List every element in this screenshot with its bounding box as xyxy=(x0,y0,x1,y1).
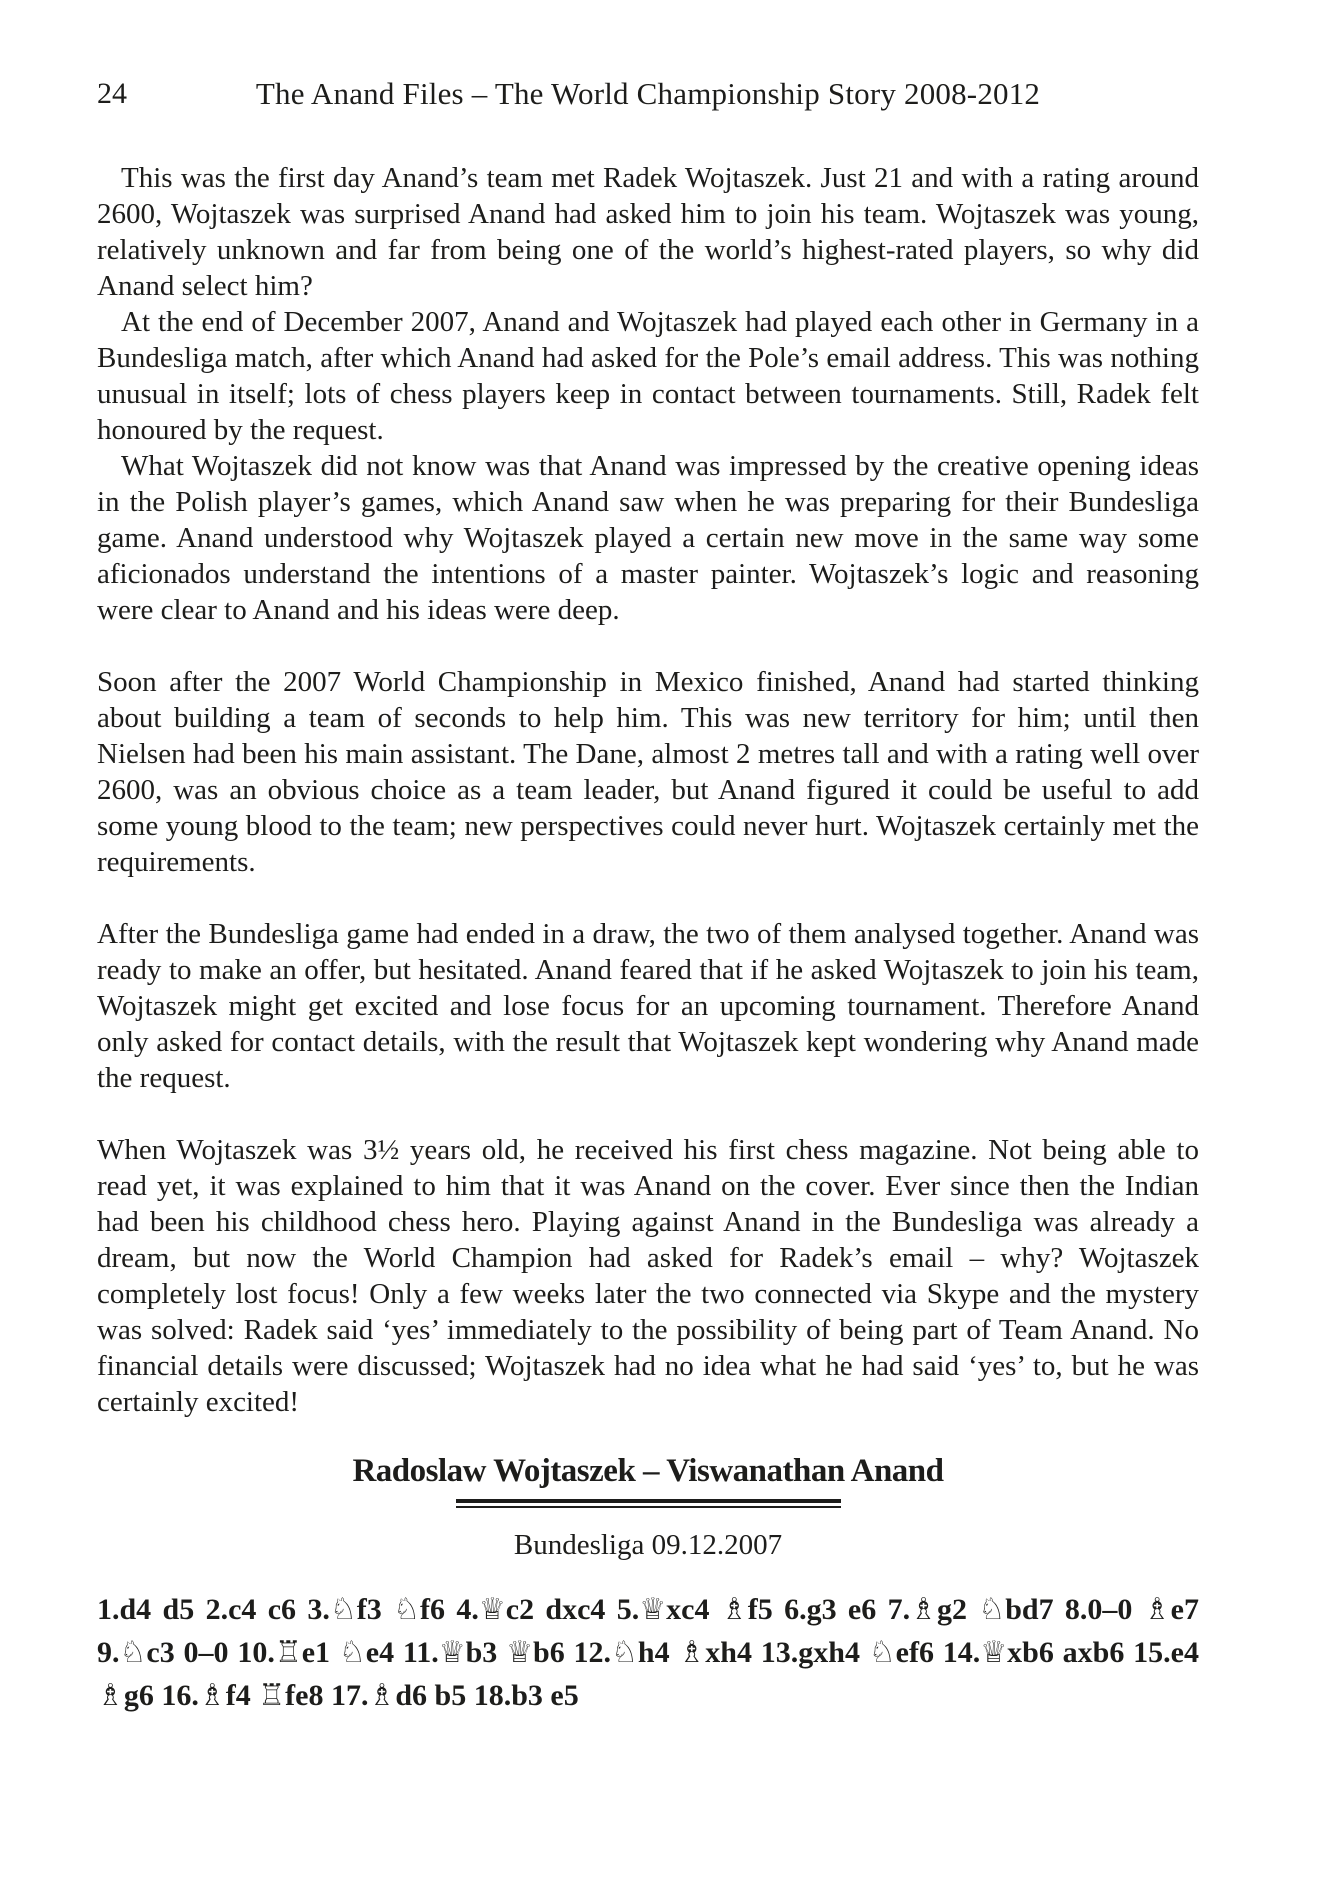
paragraph: What Wojtaszek did not know was that Anand was impressed by the creative opening ideas in the Polish player’s games, which Anand saw when he was preparing for their Bundesliga game. Anand understood why Wojtaszek played a certain new move in the same way some aficionados understand the intentions of a master painter. Wojtaszek’s logic and reasoning were clear to Anand and his ideas were deep. xyxy=(97,450,1199,626)
paragraph: When Wojtaszek was 3½ years old, he received his first chess magazine. Not being able to read yet, it was explained to him that it was Anand on the cover. Ever since then the Indian had been his childhood chess hero. Playing against Anand in the Bundesliga was already a dream, but now the World Champion had asked for Radek’s email – why? Wojtaszek completely lost focus! Only a few weeks later the two connected via Skype and the mystery was solved: Radek said ‘yes’ immediately to the possibility of being part of Team Anand. No financial details were discussed; Wojtaszek had no idea what he had said ‘yes’ to, but he was certainly excited! xyxy=(97,1134,1199,1418)
game-heading: Radoslaw Wojtaszek – Viswanathan Anand xyxy=(352,1453,944,1489)
game-event: Bundesliga 09.12.2007 xyxy=(513,1529,783,1561)
page-number: 24 xyxy=(97,77,127,110)
heading-double-rule-lower xyxy=(456,1506,841,1508)
page-header xyxy=(97,76,1199,114)
paragraph: After the Bundesliga game had ended in a draw, the two of them analysed together. Anand was ready to make an offer, but hesitated. Anand feared that if he asked Wojtaszek to join his team, Wojtaszek might get excited and lose focus for an upcoming tournament. Therefore Anand only asked for contact details, with the result that Wojtaszek kept wondering why Anand made the request. xyxy=(97,918,1199,1094)
chess-moves: 1.d4 d5 2.c4 c6 3.♘f3 ♘f6 4.♕c2 dxc4 5.♕xc4 ♗f5 6.g3 e6 7.♗g2 ♘bd7 8.0–0 ♗e7 9.♘c3 0–0 10.♖e1 ♘e4 11.♕b3 ♕b6 12.♘h4 ♗xh4 13.gxh4 ♘ef6 14.♕xb6 axb6 15.e4 ♗g6 16.♗f4 ♖fe8 17.♗d6 b5 18.b3 e5 xyxy=(97,1593,1199,1712)
paragraph: This was the first day Anand’s team met Radek Wojtaszek. Just 21 and with a rating around 2600, Wojtaszek was surprised Anand had asked him to join his team. Wojtaszek was young, relatively unknown and far from being one of the world’s highest-rated players, so why did Anand select him? xyxy=(97,162,1199,302)
paragraph: Soon after the 2007 World Championship in Mexico finished, Anand had started thinking about building a team of seconds to help him. This was new territory for him; until then Nielsen had been his main assistant. The Dane, almost 2 metres tall and with a rating well over 2600, was an obvious choice as a team leader, but Anand figured it could be useful to add some young blood to the team; new perspectives could never hurt. Wojtaszek certainly met the requirements. xyxy=(97,666,1199,878)
heading-double-rule xyxy=(456,1499,841,1508)
text-block xyxy=(97,0,1199,1717)
body-text xyxy=(97,160,1199,1420)
paragraph: At the end of December 2007, Anand and Wojtaszek had played each other in Germany in a Bundesliga match, after which Anand had asked for the Pole’s email address. This was nothing unusual in itself; lots of chess players keep in contact between tournaments. Still, Radek felt honoured by the request. xyxy=(97,306,1199,446)
running-header-title: The Anand Files – The World Championship Story 2008-2012 xyxy=(255,76,1041,111)
